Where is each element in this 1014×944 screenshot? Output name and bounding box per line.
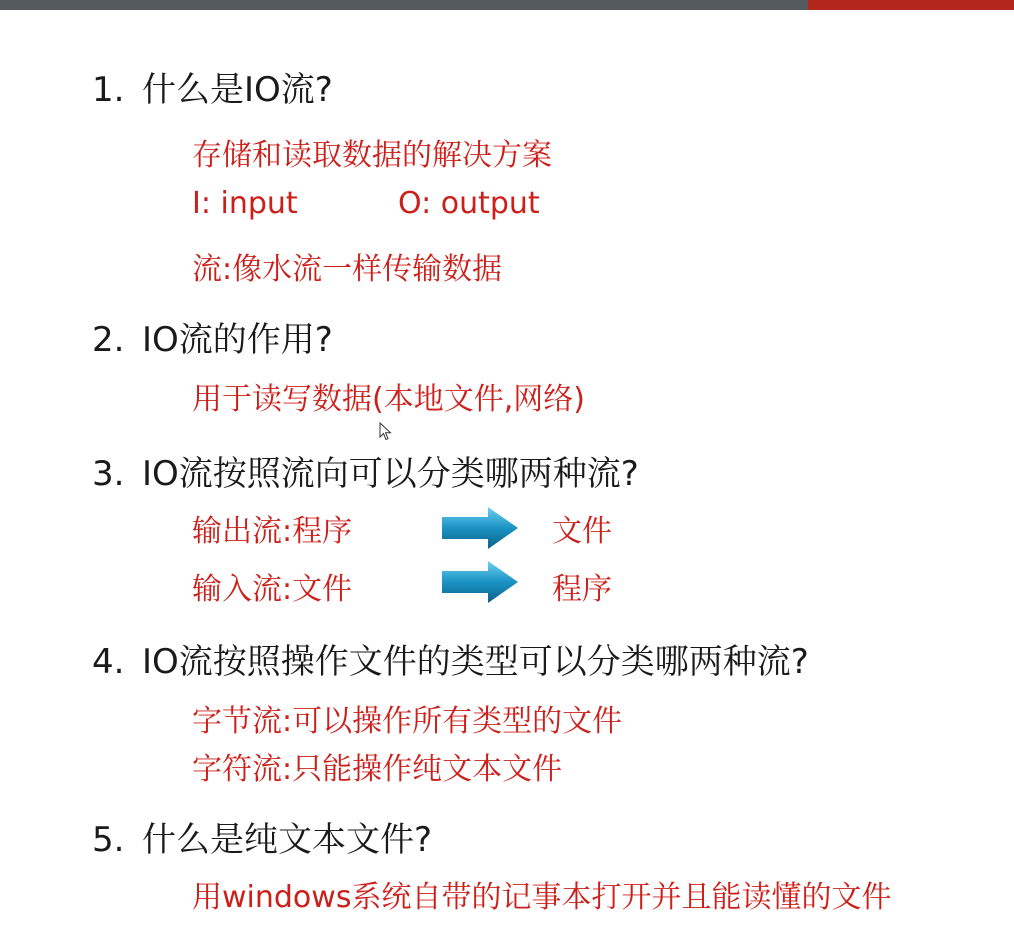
question-text: 什么是IO流? xyxy=(142,70,333,110)
input-stream-label: 输入流:文件 xyxy=(192,572,353,607)
question-number: 3. xyxy=(92,454,125,494)
question-number: 1. xyxy=(92,70,125,110)
answer-4-line-2: 字符流:只能操作纯文本文件 xyxy=(192,752,563,787)
output-stream-label: 输出流:程序 xyxy=(192,514,353,549)
answer-1-output: O: output xyxy=(398,186,540,221)
output-stream-target: 文件 xyxy=(552,514,612,549)
question-5 xyxy=(92,812,432,861)
top-bar-red-accent xyxy=(808,0,1014,10)
right-arrow-icon xyxy=(440,560,520,604)
question-4 xyxy=(92,634,809,683)
top-bar xyxy=(0,0,1014,10)
question-number: 5. xyxy=(92,820,125,860)
top-bar-gray xyxy=(0,0,808,10)
mouse-cursor-icon xyxy=(379,422,393,442)
answer-2-line-1: 用于读写数据(本地文件,网络) xyxy=(192,382,585,417)
question-3 xyxy=(92,446,639,495)
right-arrow-icon xyxy=(440,506,520,550)
answer-1-line-3: 流:像水流一样传输数据 xyxy=(192,252,503,287)
question-text: IO流的作用? xyxy=(142,320,333,360)
question-2 xyxy=(92,312,333,361)
answer-5-line-1: 用windows系统自带的记事本打开并且能读懂的文件 xyxy=(192,880,892,915)
answer-4-line-1: 字节流:可以操作所有类型的文件 xyxy=(192,704,623,739)
question-text: 什么是纯文本文件? xyxy=(142,820,433,860)
input-stream-target: 程序 xyxy=(552,572,612,607)
question-number: 4. xyxy=(92,642,125,682)
question-number: 2. xyxy=(92,320,125,360)
question-1 xyxy=(92,62,333,111)
answer-1-input: I: input xyxy=(192,186,298,221)
question-text: IO流按照操作文件的类型可以分类哪两种流? xyxy=(142,642,809,682)
question-text: IO流按照流向可以分类哪两种流? xyxy=(142,454,639,494)
answer-1-line-1: 存储和读取数据的解决方案 xyxy=(192,138,552,173)
